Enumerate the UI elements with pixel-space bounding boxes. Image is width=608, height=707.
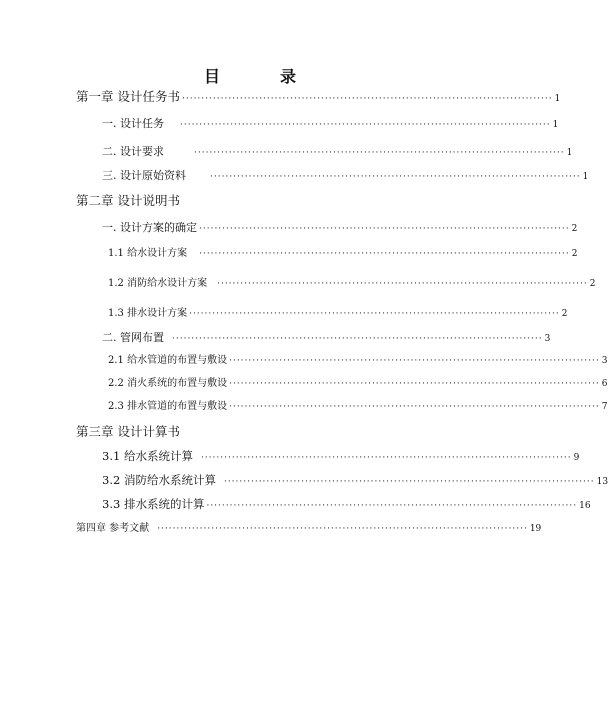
toc-leader-dots: ································································································ xyxy=(210,172,581,182)
toc-entry-page: 1 xyxy=(552,120,559,130)
toc-entry-label: 1.3 排水设计方案 xyxy=(108,308,188,319)
toc-entry-label: 二. 设计要求 xyxy=(102,145,164,158)
toc-leader-dots: ································································································ xyxy=(194,148,565,158)
toc-entry-page: 1 xyxy=(566,148,573,158)
toc-entry-label: 第四章 参考文献 xyxy=(76,523,150,534)
toc-entry-label: 1.2 消防给水设计方案 xyxy=(108,278,208,289)
toc-leader-dots: ································································································ xyxy=(157,524,528,534)
toc-entry-3-1[interactable] xyxy=(102,449,580,463)
toc-entry-2-1-1[interactable] xyxy=(108,248,578,259)
toc-entry-page: 7 xyxy=(601,402,608,412)
toc-entry-1-2[interactable] xyxy=(102,145,573,158)
toc-entry-page: 13 xyxy=(596,477,608,487)
toc-entry-label: 3.3 排水系统的计算 xyxy=(102,497,205,511)
toc-entry-label: 1.1 给水设计方案 xyxy=(108,248,188,259)
toc-entry-label: 一. 设计方案的确定 xyxy=(102,221,197,234)
toc-entry-label: 2.1 给水管道的布置与敷设 xyxy=(108,355,228,366)
toc-entry-2-1-2[interactable] xyxy=(108,278,596,289)
toc-entry-label: 二. 管网布置 xyxy=(102,331,164,344)
toc-entry-2-2[interactable] xyxy=(102,331,551,344)
toc-entry-page: 2 xyxy=(571,249,578,259)
toc-entry-page: 3 xyxy=(601,356,608,366)
toc-entry-2-1-3[interactable] xyxy=(108,308,568,319)
toc-entry-1-1[interactable] xyxy=(102,117,559,130)
toc-entry-2-2-3[interactable] xyxy=(108,401,608,412)
toc-entry-page: 2 xyxy=(589,279,596,289)
toc-entry-page: 16 xyxy=(579,501,591,511)
toc-entry-label: 第二章 设计说明书 xyxy=(76,193,180,208)
toc-entry-chapter-2[interactable] xyxy=(76,195,406,208)
toc-leader-dots: ································································································ xyxy=(229,379,600,389)
toc-leader-dots: ································································································ xyxy=(206,501,578,511)
toc-entry-label: 第一章 设计任务书 xyxy=(76,89,180,104)
toc-entry-page: 1 xyxy=(582,172,589,182)
toc-leader-dots: ································································································ xyxy=(181,94,553,104)
toc-entry-page: 2 xyxy=(561,309,568,319)
toc-entry-label: 2.2 消火系统的布置与敷设 xyxy=(108,378,228,389)
toc-entry-2-1[interactable] xyxy=(102,221,578,234)
toc-leader-dots: ································································································ xyxy=(180,120,551,130)
toc-entry-label: 3.2 消防给水系统计算 xyxy=(102,473,216,487)
toc-entry-page: 6 xyxy=(601,379,608,389)
toc-leader-dots: ································································································ xyxy=(199,224,570,234)
toc-entry-page: 2 xyxy=(571,224,578,234)
toc-entry-1-3[interactable] xyxy=(102,169,589,182)
toc-entry-page: 9 xyxy=(573,453,580,463)
toc-leader-dots: ································································································ xyxy=(223,477,595,487)
toc-entry-chapter-3[interactable] xyxy=(76,426,406,439)
toc-entry-3-2[interactable] xyxy=(102,473,608,487)
toc-entry-2-2-2[interactable] xyxy=(108,378,608,389)
toc-entry-2-2-1[interactable] xyxy=(108,355,608,366)
toc-leader-dots: ································································································ xyxy=(172,334,543,344)
page-title: 目 录 xyxy=(203,67,318,86)
toc-entry-page: 19 xyxy=(529,524,542,534)
toc-entry-page: 1 xyxy=(554,94,561,104)
toc-leader-dots: ································································································ xyxy=(199,249,570,259)
toc-leader-dots: ································································································ xyxy=(229,356,600,366)
toc-entry-label: 3.1 给水系统计算 xyxy=(102,449,193,463)
toc-leader-dots: ································································································ xyxy=(217,279,588,289)
toc-entry-chapter-1[interactable] xyxy=(76,89,561,104)
toc-entry-label: 一. 设计任务 xyxy=(102,117,164,130)
toc-leader-dots: ································································································ xyxy=(189,309,560,319)
toc-entry-page: 3 xyxy=(544,334,551,344)
toc-entry-chapter-4[interactable] xyxy=(76,523,542,534)
toc-entry-3-3[interactable] xyxy=(102,497,591,511)
toc-entry-label: 第三章 设计计算书 xyxy=(76,424,180,439)
toc-entry-label: 三. 设计原始资料 xyxy=(102,169,186,182)
toc-leader-dots: ································································································ xyxy=(200,453,572,463)
toc-entry-label: 2.3 排水管道的布置与敷设 xyxy=(108,401,228,412)
toc-leader-dots: ································································································ xyxy=(229,402,600,412)
